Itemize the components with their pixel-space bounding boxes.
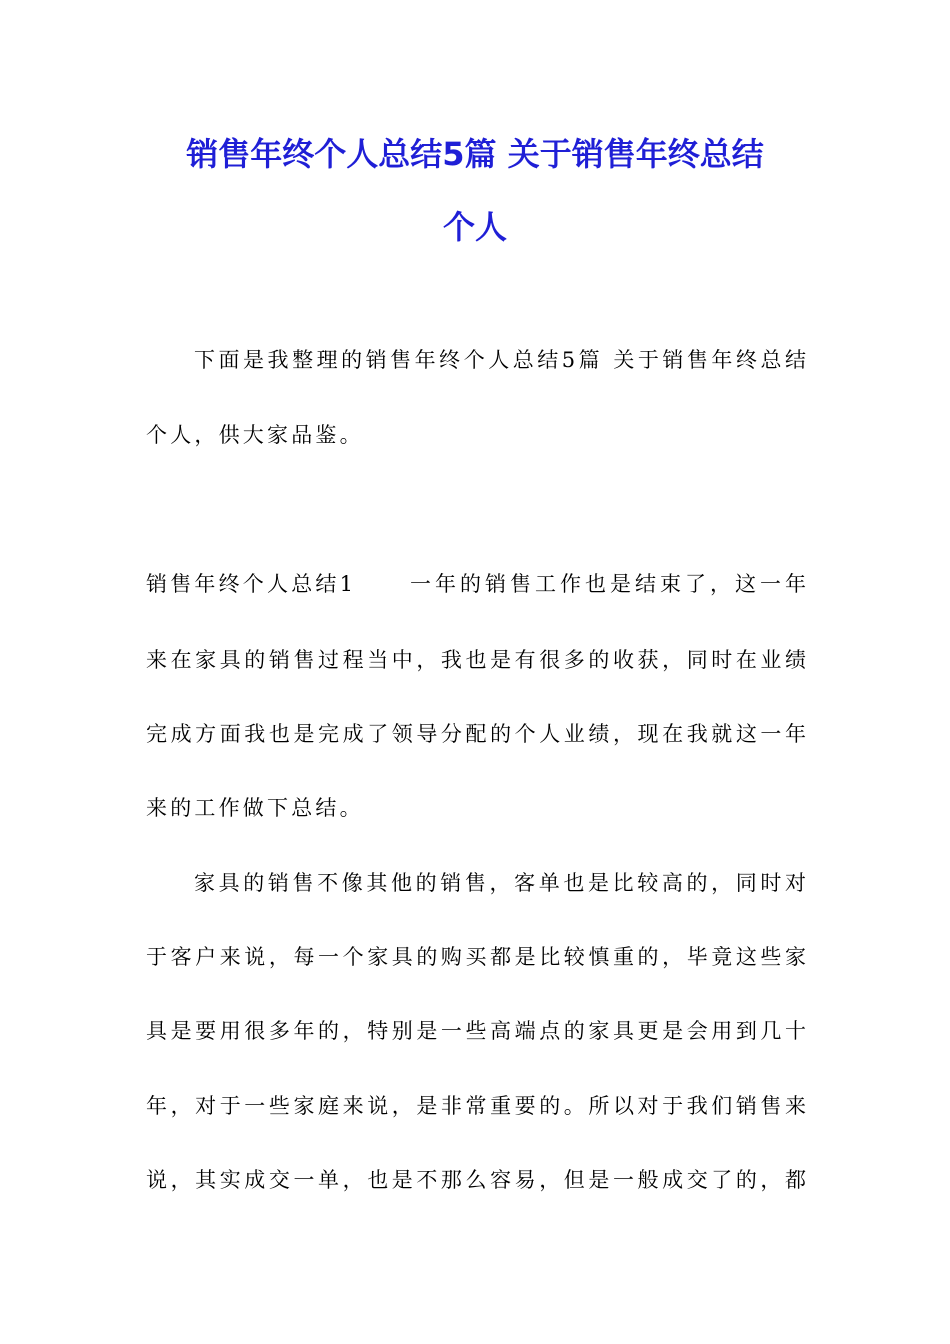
document-title-line-2: 个人: [442, 208, 507, 246]
paragraph-2-line-5: 说，其实成交一单，也是不那么容易，但是一般成交了的，都: [146, 1168, 806, 1192]
section-1-line-1-text: 一年的销售工作也是结束了，这一年: [410, 572, 806, 596]
paragraph-2-line-3: 具是要用很多年的，特别是一些高端点的家具更是会用到几十: [146, 1019, 806, 1043]
section-1-line-2: 来在家具的销售过程当中，我也是有很多的收获，同时在业绩: [146, 648, 806, 672]
paragraph-2-line-4: 年，对于一些家庭来说，是非常重要的。所以对于我们销售来: [146, 1094, 806, 1118]
paragraph-2-line-1: 家具的销售不像其他的销售，客单也是比较高的，同时对: [194, 871, 806, 895]
intro-line-1: 下面是我整理的销售年终个人总结5篇 关于销售年终总结: [194, 348, 806, 372]
section-1-line-4: 来的工作做下总结。: [146, 796, 364, 820]
intro-line-2: 个人，供大家品鉴。: [146, 423, 364, 447]
section-1-heading: 销售年终个人总结1: [146, 572, 357, 596]
section-1-line-3: 完成方面我也是完成了领导分配的个人业绩，现在我就这一年: [146, 722, 806, 746]
paragraph-2-line-2: 于客户来说，每一个家具的购买都是比较慎重的，毕竟这些家: [146, 945, 806, 969]
document-title-line-1: 销售年终个人总结5篇 关于销售年终总结: [186, 135, 764, 173]
